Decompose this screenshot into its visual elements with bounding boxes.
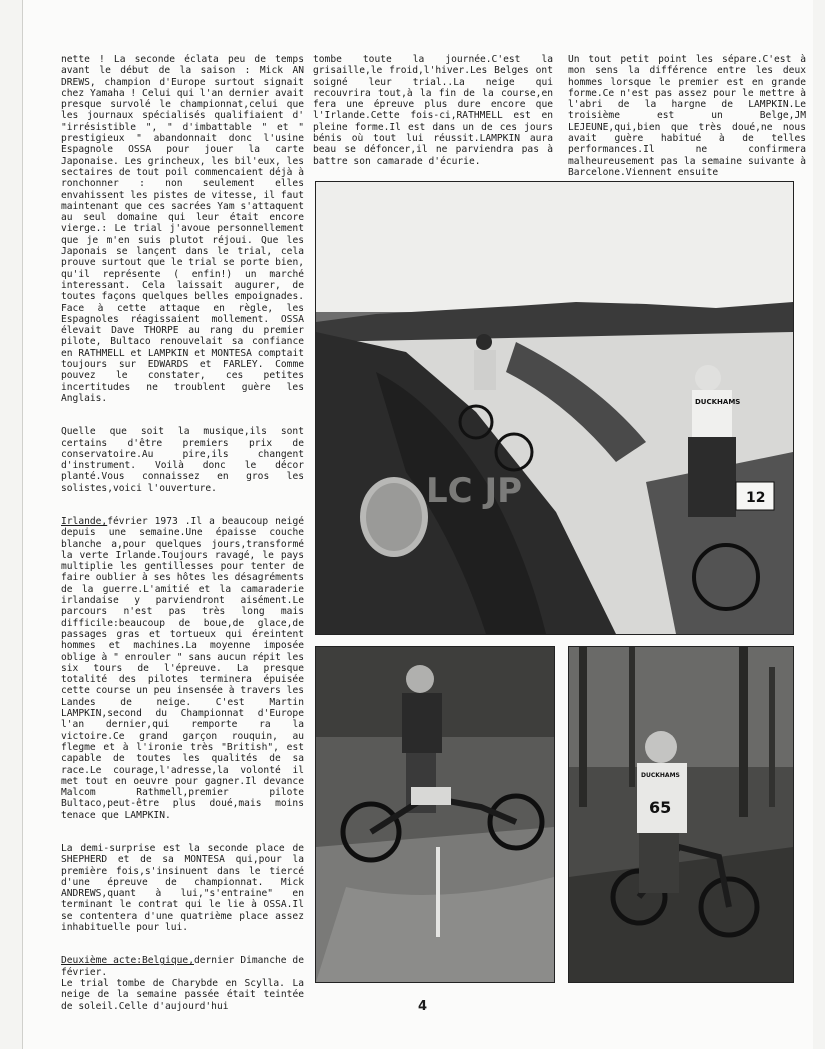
paragraph-intro: nette ! La seconde éclata peu de temps avant le début de la saison : Mick AN DREWS, champion d'Europe surtout signait chez Yamaha ! Celui qui l'an dernier avait presque survolé le championnat,celui que les journaux spécialisés qualifiaient d' "irrésistible ", " d'imbattable " et " prestigieux " abandonnait donc l'usine Espagnole OSSA pour jouer la carte Japonaise. Les grincheux, les bil'eux, les sectaires de tout poil commencaient déjà à ronchonner : non seulement elles envahissent les pistes de vitesse, il faut maintenant que ces sacrées Yam s'attaquent au seul domaine qui leur était encore vierge.: Le trial j'avoue personnellement que je m'en suis plutot réjoui. Que les Japonais se lançent dans le trial, cela prouve surtout que le trial se porte bien, qu'il représente ( enfin!) un marché interessant. Cela laissait augurer, de toutes façons quelques belles empoignades. Face à cette attaque en règle, les Espagnoles réagissaient mollement. OSSA élevait Dave THORPE au rang du premier pilote, Bultaco renouvelait sa confiance en RATHMELL et LAMPKIN et MONTESA comptait toujours sur EDWARDS et FARLEY. Comme pouvez le constater, ces petites incertitudes ne troublent guère les Anglais. <box>61 54 304 404</box>
paragraph-music: Quelle que soit la musique,ils sont certains d'être premiers prix de conservatoire.Au pire,ils changent d'instrument. Voilà donc le décor planté.Vous connaissez en gros les solistes,voici l'ouverture. <box>61 426 304 494</box>
bib-right: DUCKHAMS <box>641 772 680 779</box>
photo-muddy-rider-image <box>316 647 554 982</box>
paragraph-belgium-cont: tombe toute la journée.C'est la grisaille,le froid,l'hiver.Les Belges ont soigné leur trial..La neige qui recouvrira tout,à la fin de la course,en fera une épreuve plus dure encore que l'Irlande.Cette fois-ci,RATHMELL est en pleine forme.Il est dans un de ces jours bénis où tout lui réussit.LAMPKIN aura beau se défoncer,il ne parviendra pas à battre son camarade d'écurie. <box>313 54 553 167</box>
watermark-logo: LC JP <box>426 471 523 511</box>
ireland-text: février 1973 .Il a beaucoup neigé depuis une semaine.Une épaisse couche blanche a,pour quelques jours,transformé la verte Irlande.Toujours ravagé, le pays multiplie les gentillesses pour tenter de faire oublier à ses hôtes les désagréments de la guerre.L'amitié et la camaraderie irlandaise y parviendront aisément.Le parcours n'est pas très long mais difficile:beaucoup de boue,de glace,de passages gras et tortueux qui éreintent hommes et machines.La moyenne imposée oblige à " enrouler " sans aucun répit les six tours de l'épreuve. La presque totalité des pilotes terminera épuisée cette course un peu insensée à travers les Landes de neige. C'est Martin LAMPKIN,second du Championnat d'Europe l'an dernier,qui remporte ra la victoire.Ce grand garçon rouquin, au flegme et à l'ironie très "British", est capable de toutes les qualités de sa race.Le courage,l'adresse,la volonté il met tout en oeuvre pour gagner.Il devance Malcom Rathmell,premier pilote Bultaco,peut-être plus doué,mais moins tenace que LAMPKIN. <box>61 515 304 821</box>
section-heading-act: Deuxième acte: <box>61 955 142 967</box>
belgium-text: dernier Dimanche de février. <box>61 955 304 978</box>
paragraph-surprise: La demi-surprise est la seconde place de SHEPHERD et de sa MONTESA qui,pour la première fois,s'insinuent dans le tiercé d'une épreuve de championnat. Mick ANDREWS,quant à lui,"s'entraine" en terminant le contrat qui le lie à OSSA.Il se contentera d'une quatrième place assez inhabituelle pour lui. <box>61 843 304 934</box>
photo-snowy-trial <box>315 181 794 635</box>
photo-muddy-rider <box>315 646 555 983</box>
page-number: 4 <box>418 999 428 1014</box>
photo-forest-rider-image <box>569 647 793 982</box>
bib-main: DUCKHAMS <box>695 398 741 406</box>
paragraph-lejeune: Un tout petit point les sépare.C'est à mon sens la différence entre les deux hommes lorsque le premier est en grande forme.Ce n'est pas assez pour le mettre à l'abri de la hargne de LAMPKIN.Le troisième est un Belge,JM LEJEUNE,qui,bien que très doué,ne nous avait guère habitué à de telles performances.Il ne confirmera malheureusement pas la semaine suivante à Barcelone.Viennent ensuite <box>568 54 806 178</box>
text-column-1 <box>61 54 304 1023</box>
photo-snowy-trial-image <box>316 182 793 634</box>
paragraph-ireland <box>61 516 304 821</box>
number-plate-main: 12 <box>746 490 766 506</box>
text-column-2 <box>313 54 553 178</box>
paragraph-belgium <box>61 955 304 978</box>
section-heading-belgium: Belgique, <box>142 955 194 967</box>
document-page <box>22 0 813 1049</box>
photo-forest-rider <box>568 646 794 983</box>
section-heading-ireland: Irlande, <box>61 515 108 527</box>
paragraph-charybde: Le trial tombe de Charybde en Scylla. La neige de la semaine passée était teintée de soleil.Celle d'aujourd'hui <box>61 977 304 1012</box>
text-column-3 <box>568 54 806 189</box>
bib-number-right: 65 <box>649 798 672 817</box>
